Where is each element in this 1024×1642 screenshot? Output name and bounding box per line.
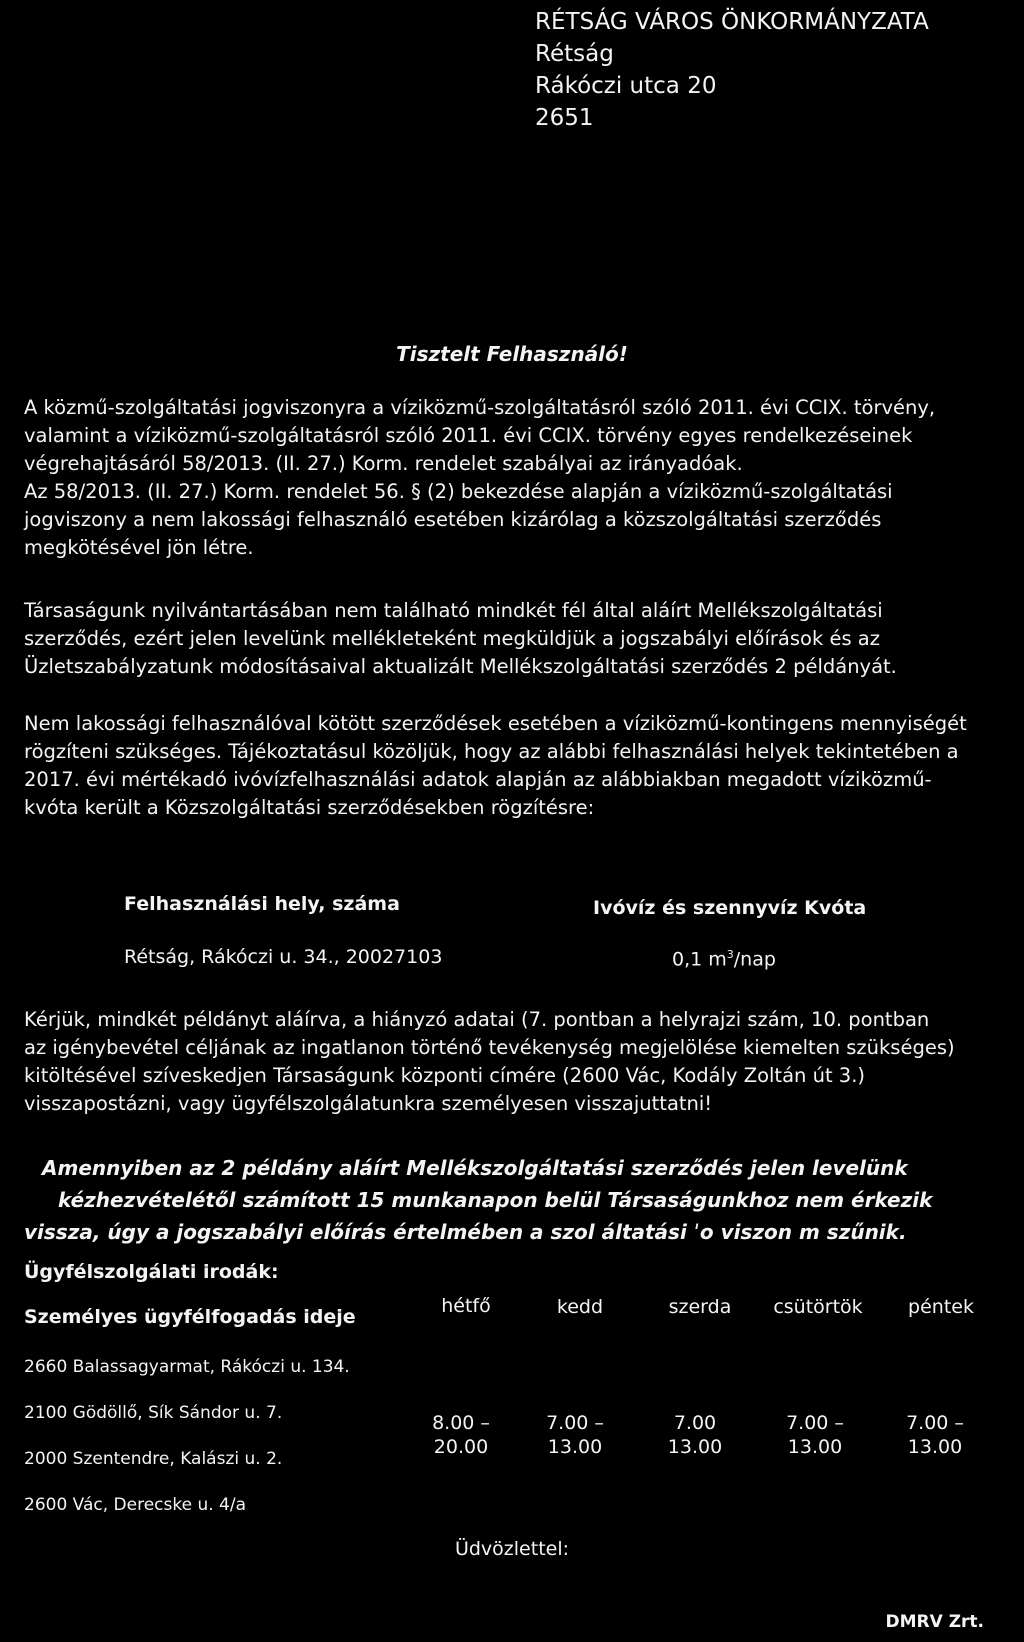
quota-header-value: Ivóvíz és szennyvíz Kvóta — [593, 897, 867, 919]
warning-notice — [24, 1152, 1004, 1248]
company-signature: DMRV Zrt. — [885, 1612, 984, 1632]
day-tuesday: kedd — [556, 1296, 604, 1318]
text-line: Üzletszabályzatunk módosításaival aktualizált Mellékszolgáltatási szerződés 2 példányát. — [24, 655, 897, 678]
office-address: 2600 Vác, Derecske u. 4/a — [24, 1495, 247, 1515]
warning-line: vissza, úgy a jogszabályi előírás értelmében a szol áltatási ˈo viszon m szűnik. — [24, 1220, 907, 1244]
greeting: Tisztelt Felhasználó! — [396, 342, 628, 366]
text-line: visszapostázni, vagy ügyfélszolgálatunkra személyesen visszajuttatni! — [24, 1092, 713, 1115]
text-line: Kérjük, mindkét példányt aláírva, a hiányzó adatai (7. pontban a helyrajzi szám, 10. pontban — [24, 1008, 930, 1031]
paragraph-request — [24, 1006, 1002, 1118]
text-line: jogviszony a nem lakossági felhasználó esetében kizárólag a közszolgáltatási szerződés — [24, 508, 882, 531]
quota-header-place: Felhasználási hely, száma — [124, 893, 400, 915]
recipient-name: RÉTSÁG VÁROS ÖNKORMÁNYZATA — [535, 9, 929, 35]
text-line: szerződés, ezért jelen levelünk mellékleteként megküldjük a jogszabályi előírások és az — [24, 627, 880, 650]
text-line: végrehajtásáról 58/2013. (II. 27.) Korm. rendelet szabályai az irányadóak. — [24, 452, 743, 475]
quota-value: 0,1 $m^3$/nap — [672, 948, 776, 971]
text-line: az igénybevétel céljának az ingatlanon történő tevékenység megjelölése kiemelten szükséges) — [24, 1036, 955, 1059]
quota-place: Rétság, Rákóczi u. 34., 20027103 — [124, 946, 443, 968]
text-line: Az 58/2013. (II. 27.) Korm. rendelet 56. § (2) bekezdése alapján a víziközmű-szolgáltatási — [24, 480, 893, 503]
closing: Üdvözlettel: — [454, 1538, 570, 1560]
text-line: A közmű-szolgáltatási jogviszonyra a víziközmű-szolgáltatásról szóló 2011. évi CCIX. törvény, — [24, 396, 936, 419]
day-monday: hétfő — [441, 1295, 491, 1317]
recipient-zip: 2651 — [535, 105, 594, 131]
day-wednesday: szerda — [668, 1296, 732, 1318]
office-address: 2100 Gödöllő, Sík Sándor u. 7. — [24, 1403, 283, 1423]
paragraph-contract — [24, 597, 1002, 681]
offices-title: Ügyfélszolgálati irodák: — [24, 1261, 279, 1283]
hours-friday: 7.00 – 13.00 — [906, 1412, 964, 1458]
paragraph-quota — [24, 710, 1002, 822]
hours-thursday: 7.00 – 13.00 — [786, 1412, 844, 1458]
text-line: Nem lakossági felhasználóval kötött szerződések esetében a víziközmű-kontingens mennyiségét — [24, 712, 967, 735]
text-line: 2017. évi mértékadó ivóvízfelhasználási adatok alapján az alábbiakban megadott víziközmű- — [24, 768, 932, 791]
warning-line: Amennyiben az 2 példány aláírt Mellékszolgáltatási szerződés jelen levelünk — [42, 1156, 908, 1180]
day-friday: péntek — [908, 1296, 974, 1318]
offices-subtitle: Személyes ügyfélfogadás ideje — [24, 1306, 356, 1328]
hours-tuesday: 7.00 – 13.00 — [546, 1412, 604, 1458]
recipient-city: Rétság — [535, 41, 614, 67]
warning-line: kézhezvételétől számított 15 munkanapon belül Társaságunkhoz nem érkezik — [58, 1188, 933, 1212]
hours-monday: 8.00 – 20.00 — [432, 1412, 490, 1458]
day-thursday: csütörtök — [773, 1296, 863, 1318]
text-line: kitöltésével szíveskedjen Társaságunk központi címére (2600 Vác, Kodály Zoltán út 3.) — [24, 1064, 866, 1087]
text-line: rögzíteni szükséges. Tájékoztatásul közöljük, hogy az alábbi felhasználási helyek tekintetében a — [24, 740, 959, 763]
text-line: megkötésével jön létre. — [24, 536, 254, 559]
text-line: valamint a víziközmű-szolgáltatásról szóló 2011. évi CCIX. törvény egyes rendelkezéseinek — [24, 424, 913, 447]
hours-wednesday: 7.00 13.00 — [667, 1412, 723, 1458]
office-address: 2660 Balassagyarmat, Rákóczi u. 134. — [24, 1357, 350, 1377]
text-line: kvóta került a Közszolgáltatási szerződésekben rögzítésre: — [24, 796, 595, 819]
text-line: Társaságunk nyilvántartásában nem található mindkét fél által aláírt Mellékszolgáltatási — [24, 599, 883, 622]
recipient-street: Rákóczi utca 20 — [535, 73, 717, 99]
office-address: 2000 Szentendre, Kalászi u. 2. — [24, 1449, 283, 1469]
paragraph-legal-basis — [24, 394, 1002, 562]
